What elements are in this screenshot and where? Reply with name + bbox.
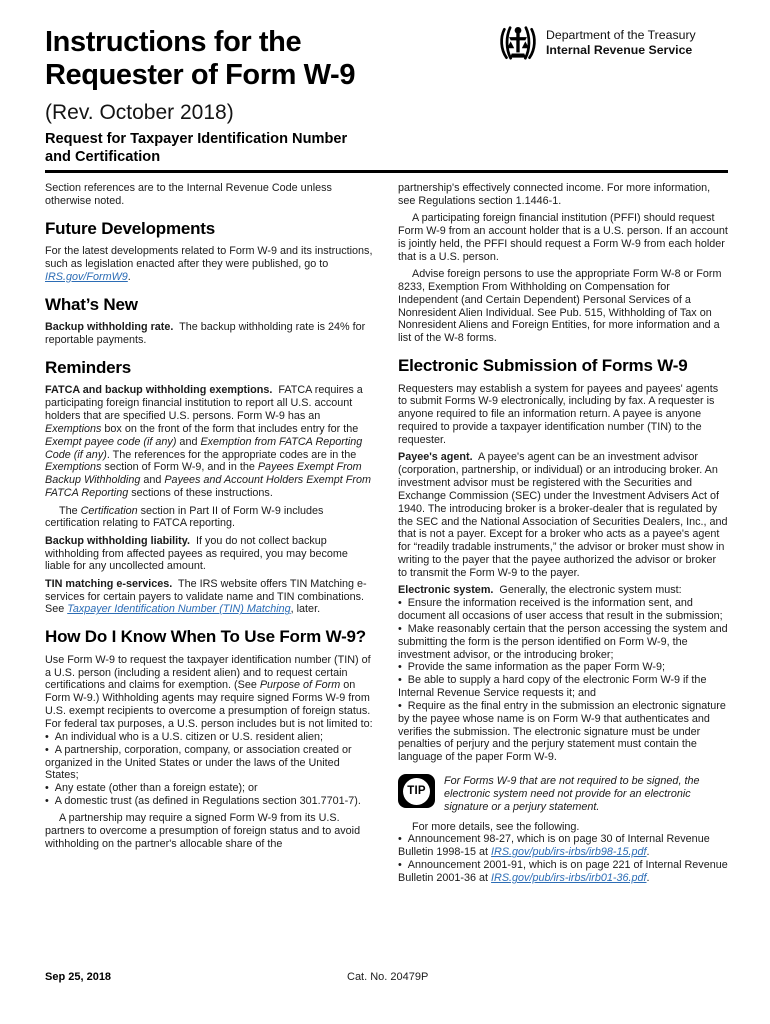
bullet-marker: • bbox=[398, 622, 408, 635]
agency-name bbox=[546, 23, 696, 58]
section-heading bbox=[45, 295, 375, 315]
page-title-line2: Requester of Form W-9 bbox=[45, 59, 356, 91]
bullet-item bbox=[45, 744, 375, 783]
text-run: If you do not collect backup withholding from affected payees as required, you may become liable for any uncollected amount. bbox=[45, 534, 348, 573]
inline-link[interactable]: IRS.gov/pub/irs-irbs/irb98-15.pdf bbox=[491, 846, 647, 859]
page-title bbox=[45, 26, 465, 92]
tip-icon-label: TIP bbox=[403, 778, 430, 805]
text-run: section of Form W-9, and in the bbox=[101, 461, 258, 474]
text-run: Announcement 98-27, which is on page 30 of Internal Revenue Bulletin 1998-15 at bbox=[398, 833, 710, 859]
inline-link[interactable]: IRS.gov/pub/irs-irbs/irb01-36.pdf bbox=[491, 872, 647, 884]
revision-date: (Rev. October 2018) bbox=[45, 101, 234, 124]
text-run: Exemptions bbox=[45, 461, 102, 474]
text-run: , later. bbox=[290, 603, 321, 616]
section-heading bbox=[398, 356, 728, 376]
inline-link[interactable]: Taxpayer Identification Number (TIN) Matching bbox=[67, 603, 291, 616]
text-run: The bbox=[59, 504, 81, 517]
text-run: Exempt payee code (if any) bbox=[45, 435, 177, 448]
bullet-marker: • bbox=[398, 833, 408, 846]
bullet-marker: • bbox=[398, 597, 408, 610]
bullet-item bbox=[398, 700, 728, 764]
text-run: . The references for the appropriate codes are in the bbox=[106, 448, 357, 461]
text-run: Use Form W-9 to request the taxpayer identification number (TIN) of a U.S. person (including a resident alien) and to request certain certifications and claims for exemption. (See bbox=[45, 653, 371, 692]
text-run: For the latest developments related to Form W-9 and its instructions, such as legislation enacted after they were published, go to bbox=[45, 245, 373, 271]
text-run: Advise foreign persons to use the appropriate Form W-8 or Form 8233, Exemption From Withholding on Compensation for Independent (and Certain Dependent) Personal Services of a Nonresident Alien Individual. See Pub. 515, Withholding of Tax on Nonresident Aliens and Foreign Entities, for more information and a list of the W-8 forms. bbox=[398, 268, 722, 345]
text-run: and bbox=[176, 435, 201, 448]
paragraph bbox=[398, 584, 728, 597]
section-heading bbox=[45, 627, 375, 647]
text-run: The IRS website offers TIN Matching e-services for certain payers to validate name and TIN combinations. See bbox=[45, 577, 367, 616]
bullet-marker: • bbox=[45, 730, 55, 743]
right-column bbox=[398, 182, 728, 885]
paragraph bbox=[45, 182, 375, 208]
text-run: A partnership may require a signed Form W-9 from its U.S. partners to overcome a presumption of foreign status and to avoid withholding on the partner's allocable share of the bbox=[45, 812, 361, 851]
bullet-marker: • bbox=[45, 782, 55, 795]
bullet-item bbox=[398, 833, 728, 859]
text-run: Payees Exempt From Backup Withholding bbox=[45, 461, 362, 487]
paragraph bbox=[45, 384, 375, 500]
inline-link[interactable]: IRS.gov/FormW9 bbox=[45, 270, 128, 283]
text-run: on Form W-9.) Withholding agents may require signed Forms W-9 from U.S. exempt recipients to overcome a presumption of foreign status. For federal tax purposes, a U.S. person includes but is not limited to: bbox=[45, 679, 373, 730]
text-run: For Forms W-9 that are not required to be signed, the electronic system need not provide for an electronic signature or a perjury statement. bbox=[444, 775, 700, 813]
text-run: Any estate (other than a foreign estate); or bbox=[54, 782, 258, 795]
text-run: section in Part II of Form W-9 includes certification relating to FATCA reporting. bbox=[45, 504, 324, 530]
text-run: An individual who is a U.S. citizen or U.S. resident alien; bbox=[54, 730, 324, 743]
paragraph bbox=[45, 535, 375, 574]
text-run: Be able to supply a hard copy of the electronic Form W-9 if the Internal Revenue Service requests it; and bbox=[398, 674, 707, 700]
text-run: Generally, the electronic system must: bbox=[493, 584, 682, 597]
text-run: Make reasonably certain that the person accessing the system and submitting the form is the person identified on Form W-9, the investment advisor, or the introducing broker; bbox=[398, 622, 728, 661]
bullet-marker: • bbox=[45, 795, 55, 808]
text-run: A participating foreign financial institution (PFFI) should request Form W-9 from an account holder that is a U.S. person. If an account is jointly held, the PFFI should request a Form W-9 from each holder that is a U.S. person. bbox=[398, 212, 728, 263]
paragraph bbox=[398, 212, 728, 263]
form-subtitle-line1: Request for Taxpayer Identification Number bbox=[45, 131, 348, 147]
paragraph bbox=[398, 383, 728, 447]
section-heading bbox=[45, 219, 375, 239]
text-run: A domestic trust (as defined in Regulations section 301.7701-7). bbox=[54, 795, 361, 808]
header-divider bbox=[45, 170, 728, 173]
form-subtitle bbox=[45, 131, 445, 166]
text-run: Section references are to the Internal Revenue Code unless otherwise noted. bbox=[45, 182, 332, 207]
text-run: Provide the same information as the paper Form W-9; bbox=[407, 661, 666, 674]
bold-lead-in: Payee's agent. bbox=[398, 451, 473, 464]
paragraph bbox=[398, 821, 728, 834]
text-run: . bbox=[127, 270, 131, 283]
paragraph bbox=[45, 654, 375, 731]
catalog-number: Cat. No. 20479P bbox=[347, 971, 429, 983]
bullet-item bbox=[45, 795, 375, 808]
bullet-marker: • bbox=[398, 661, 408, 674]
bold-lead-in: Backup withholding liability. bbox=[45, 534, 190, 547]
document-body bbox=[45, 182, 728, 885]
text-run: Ensure the information received is the information sent, and document all occasions of user access that result in the submission; bbox=[398, 597, 723, 622]
text-run: A payee's agent can be an investment advisor (corporation, partnership, or individual) or an introducing broker. An investment advisor must be registered with the Securities and Exchange Commission (SEC) under the Investment Advisers Act of 1940. The introducing broker is a broker-dealer that is regulated by the SEC and the National Association of Securities Dealers, Inc., and that is not a payer. Except for a broker who acts as a payee's agent for “readily tradable instruments,” the advisor or broker must show in writing to the payer that the payee authorized the advisor or broker to transmit the Form W-9 to the payer. bbox=[398, 451, 728, 579]
paragraph bbox=[45, 321, 375, 347]
text-run: Announcement 2001-91, which is on page 221 of Internal Revenue Bulletin 2001-36 at bbox=[398, 859, 728, 884]
footer-date: Sep 25, 2018 bbox=[45, 971, 112, 983]
agency-line1: Department of the Treasury bbox=[546, 28, 696, 42]
text-run: Future Developments bbox=[45, 218, 216, 238]
agency-block bbox=[497, 23, 696, 65]
bullet-item bbox=[398, 674, 728, 700]
bullet-item bbox=[45, 731, 375, 744]
bullet-item bbox=[398, 623, 728, 662]
bullet-item bbox=[398, 859, 728, 885]
paragraph bbox=[398, 268, 728, 345]
text-run: What’s New bbox=[45, 294, 138, 314]
paragraph bbox=[45, 505, 375, 531]
paragraph bbox=[398, 182, 728, 208]
text-run: The backup withholding rate is 24% for reportable payments. bbox=[45, 321, 366, 347]
bullet-marker: • bbox=[398, 859, 408, 872]
irs-eagle-scales-icon bbox=[497, 23, 539, 65]
bold-lead-in: Backup withholding rate. bbox=[45, 321, 174, 334]
tip-callout bbox=[398, 774, 728, 814]
bold-lead-in: TIN matching e-services. bbox=[45, 577, 173, 590]
text-run: partnership's effectively connected income. For more information, see Regulations section 1.1446-1. bbox=[398, 182, 711, 207]
text-run: box on the front of the form that includes entry for the bbox=[101, 422, 359, 435]
text-run: A partnership, corporation, company, or association created or organized in the United States or under the laws of the United States; bbox=[45, 743, 352, 782]
bullet-item bbox=[398, 661, 728, 674]
text-run: Requesters may establish a system for payees and payees' agents to submit Forms W-9 electronically, including by fax. A requester is anyone required to file an information return. A payee is anyone required to provide a taxpayer identification number (TIN) to the requester. bbox=[398, 382, 719, 446]
bold-lead-in: FATCA and backup withholding exemptions. bbox=[45, 384, 273, 397]
text-run: . bbox=[646, 872, 650, 884]
paragraph bbox=[45, 578, 375, 617]
tip-text bbox=[444, 774, 728, 814]
section-heading bbox=[45, 358, 375, 378]
text-run: and bbox=[140, 474, 165, 487]
text-run: Require as the final entry in the submission an electronic signature by the payee whose name is on Form W-9 that authenticates and verifies the submission. The electronic signature must be under penalties of perjury and the perjury statement must contain the language of the paper Form W-9. bbox=[398, 699, 726, 764]
text-run: Certification bbox=[80, 504, 138, 517]
text-run: Exemption from FATCA Reporting Code (if any) bbox=[45, 435, 363, 461]
bullet-item bbox=[398, 597, 728, 623]
bullet-marker: • bbox=[398, 674, 408, 687]
paragraph bbox=[45, 245, 375, 284]
text-run: Reminders bbox=[45, 357, 132, 377]
left-column bbox=[45, 182, 375, 885]
text-run: For more details, see the following. bbox=[412, 820, 580, 833]
text-run: sections of these instructions. bbox=[128, 487, 273, 500]
bullet-marker: • bbox=[45, 743, 55, 756]
tip-icon bbox=[398, 774, 435, 808]
paragraph bbox=[398, 451, 728, 579]
page-title-line1: Instructions for the bbox=[45, 26, 302, 58]
text-run: How Do I Know When To Use Form W-9? bbox=[45, 627, 366, 647]
text-run: Exemptions bbox=[45, 422, 102, 435]
agency-line2: Internal Revenue Service bbox=[546, 43, 693, 57]
text-run: . bbox=[646, 846, 650, 859]
text-run: Purpose of Form bbox=[259, 679, 341, 692]
bullet-item bbox=[45, 782, 375, 795]
bold-lead-in: Electronic system. bbox=[398, 584, 494, 597]
bullet-marker: • bbox=[398, 699, 408, 712]
text-run: Electronic Submission of Forms W-9 bbox=[398, 356, 688, 376]
text-run: Payees and Account Holders Exempt From FATCA Reporting bbox=[45, 474, 371, 500]
paragraph bbox=[45, 812, 375, 851]
form-subtitle-line2: and Certification bbox=[45, 148, 161, 165]
text-run: FATCA requires a participating foreign financial institution to report all U.S. account holders that are specified U.S. persons. Form W-9 has an bbox=[45, 384, 363, 423]
